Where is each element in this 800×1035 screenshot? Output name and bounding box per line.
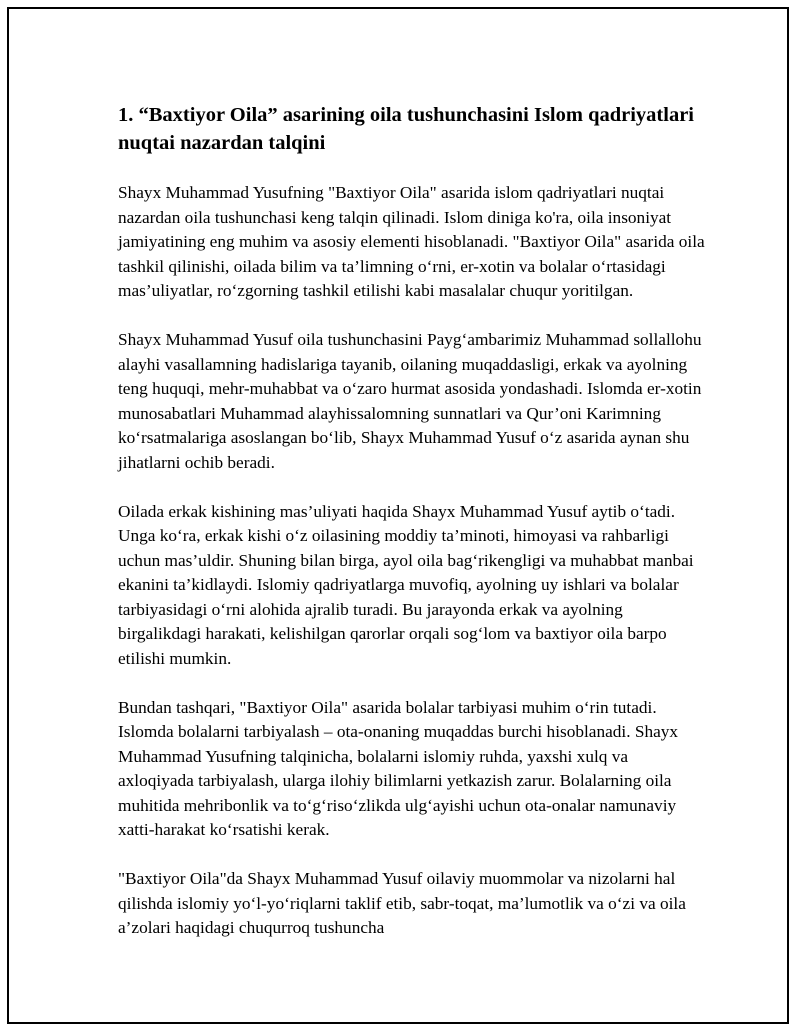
paragraph: Oilada erkak kishining mas’uliyati haqida Shayx Muhammad Yusuf aytib o‘tadi. Unga ko‘ra, erkak kishi o‘z oilasining moddiy ta’minoti, himoyasi va rahbarligi uchun mas’uldir. Shuning bilan birga, ayol oila bag‘rikengligi va muhabbat manbai ekanini ta’kidlaydi. Islomiy qadriyatlarga muvofiq, ayolning uy ishlari va bolalar tarbiyasidagi o‘rni alohida ajralib turadi. Bu jarayonda erkak va ayolning birgalikdagi harakati, kelishilgan qarorlar orqali sog‘lom va baxtiyor oila barpo etilishi mumkin.	[118, 501, 694, 668]
section-heading: 1. “Baxtiyor Oila” asarining oila tushunchasini Islom qadriyatlari nuqtai nazardan talqini	[118, 104, 694, 154]
paragraph: Shayx Muhammad Yusuf oila tushunchasini Payg‘ambarimiz Muhammad sollallohu alayhi vasallamning hadislariga tayanib, oilaning muqaddasligi, erkak va ayolning teng huquqi, mehr-muhabbat va o‘zaro hurmat asosida yondashadi. Islomda er-xotin munosabatlari Muhammad alayhissalomning sunnatlari va Qur’oni Karimning ko‘rsatmalariga asoslangan bo‘lib, Shayx Muhammad Yusuf o‘z asarida aynan shu jihatlarni ochib beradi.	[118, 330, 702, 472]
paragraph: Shayx Muhammad Yusufning "Baxtiyor Oila" asarida islom qadriyatlari nuqtai nazardan oila tushunchasi keng talqin qilinadi. Islom diniga ko'ra, oila insoniyat jamiyatining eng muhim va asosiy elementi hisoblanadi. "Baxtiyor Oila" asarida oila tashkil qilinishi, oilada bilim va ta’limning o‘rni, er-xotin va bolalar o‘rtasidagi mas’uliyatlar, ro‘zgorning tashkil etilishi kabi masalalar chuqur yoritilgan.	[118, 183, 705, 300]
paragraph: Bundan tashqari, "Baxtiyor Oila" asarida bolalar tarbiyasi muhim o‘rin tutadi. Islomda bolalarni tarbiyalash – ota-onaning muqaddas burchi hisoblanadi. Shayx Muhammad Yusufning talqinicha, bolalarni islomiy ruhda, yaxshi xulq va axloqiyada tarbiyalash, ularga ilohiy bilimlarni yetkazish zarur. Bolalarning oila muhitida mehribonlik va to‘g‘riso‘zlikda ulg‘ayishi uchun ota-onalar namunaviy xatti-harakat ko‘rsatishi kerak.	[118, 697, 679, 839]
paragraph: "Baxtiyor Oila"da Shayx Muhammad Yusuf oilaviy muommolar va nizolarni hal qilishda islomiy yo‘l-yo‘riqlarni taklif etib, sabr-toqat, ma’lumotlik va o‘zi va oila a’zolari haqidagi chuqurroq tushuncha	[118, 869, 686, 937]
page-border	[7, 7, 789, 1024]
document-body	[118, 101, 708, 941]
